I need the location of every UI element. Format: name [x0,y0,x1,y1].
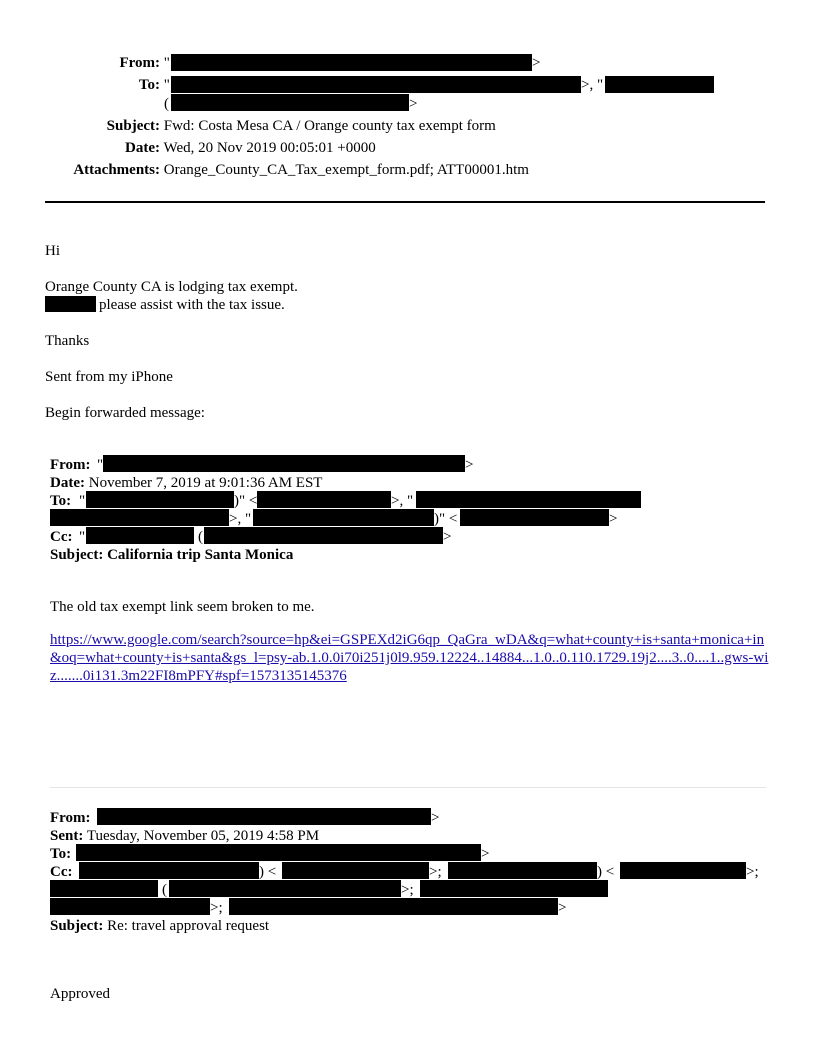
redaction-bar [253,509,434,526]
fwd1-from-gt: > [465,457,474,473]
redaction-bar [448,862,597,879]
fwd2-to-label: To: [50,846,72,862]
fwd1-subject-row [50,546,293,564]
redaction-bar [50,509,229,526]
fwd1-date-label: Date: [50,475,85,491]
header-to-row [0,76,170,94]
fwd1-cc-gt: > [443,529,452,545]
redaction-bar [45,296,96,312]
header-attachments-label: Attachments: [73,162,160,178]
redaction-bar [420,880,608,897]
body-line2: please assist with the tax issue. [99,297,285,313]
fwd2-to-gt: > [481,846,490,862]
header-from-quote: " [163,55,170,71]
header-subject-value: Fwd: Costa Mesa CA / Orange county tax exempt form [163,118,496,134]
redaction-bar [50,898,210,915]
fwd1-to-sep4: )" < [434,511,458,527]
redaction-bar [86,491,234,508]
body-begin-forwarded: Begin forwarded message: [45,405,205,421]
header-attachments-row [0,161,529,179]
redaction-bar [171,94,409,111]
header-date-value: Wed, 20 Nov 2019 00:05:01 +0000 [163,140,376,156]
fwd2-divider [50,787,766,788]
redaction-bar [76,844,481,861]
fwd1-from-label: From: [50,457,91,473]
redaction-bar [97,808,431,825]
header-to-sep: >, " [581,77,604,93]
fwd1-date-row [50,474,322,492]
fwd1-to-gt: > [609,511,618,527]
redaction-bar [282,862,429,879]
header-attachments-value: Orange_County_CA_Tax_exempt_form.pdf; ATT00001.htm [163,162,529,178]
fwd2-from-label: From: [50,810,91,826]
body-greeting: Hi [45,243,60,259]
header-to-label: To: [138,77,160,93]
header-date-label: Date: [125,140,160,156]
header-subject-label: Subject: [106,118,160,134]
fwd2-sent-row [50,827,319,845]
fwd1-message: The old tax exempt link seem broken to me. [50,599,315,615]
fwd2-cc-sep2: >; [429,864,442,880]
fwd2-cc-sep6: >; [210,900,223,916]
redaction-bar [620,862,746,879]
fwd2-cc-paren: ( [162,882,167,898]
fwd1-subject-value: California trip Santa Monica [107,547,294,563]
redaction-bar [416,491,641,508]
header-to-gt: > [409,96,418,112]
header-from-row [0,54,170,72]
fwd1-to-sep2: >, " [391,493,414,509]
fwd2-message: Approved [50,986,110,1002]
redaction-bar [204,527,443,544]
fwd1-to-sep1: )" < [234,493,258,509]
fwd1-subject-label: Subject: [50,547,104,563]
redaction-bar [86,527,194,544]
fwd2-cc-gt: > [558,900,567,916]
fwd1-cc-quote: " [79,529,86,545]
redaction-bar [257,491,391,508]
header-date-row [0,139,376,157]
body-line1: Orange County CA is lodging tax exempt. [45,279,298,295]
fwd1-search-link[interactable]: https://www.google.com/search?source=hp&ei=GSPEXd2iG6qp_QaGra_wDA&q=what+county+is+santa+monica+in&oq=what+county+is+santa&gs_l=psy-ab.1.0.0i70i251j0l9.959.12224..14884...1.0..0.110.1729.19j2....3..0....1..gws-wiz.......0i131.3m22FI8mPFY#spf=1573135145376 [50,632,769,684]
redaction-bar [171,54,532,71]
fwd2-sent-value: Tuesday, November 05, 2019 4:58 PM [86,828,320,844]
header-to-quote: " [163,77,170,93]
fwd2-cc-sep1: ) < [259,864,277,880]
fwd2-from-gt: > [431,810,440,826]
redaction-bar [605,76,714,93]
redaction-bar [79,862,259,879]
header-subject-row [0,117,496,135]
header-from-gt: > [532,55,541,71]
fwd1-date-value: November 7, 2019 at 9:01:36 AM EST [88,475,323,491]
fwd2-sent-label: Sent: [50,828,84,844]
fwd2-subject-row [50,917,269,935]
fwd1-to-quote: " [79,493,86,509]
header-divider [45,201,765,203]
fwd2-cc-label: Cc: [50,864,73,880]
fwd1-to-sep3: >, " [229,511,252,527]
redaction-bar [50,880,158,897]
header-to-paren: ( [164,96,169,112]
fwd1-cc-paren: ( [198,529,203,545]
fwd2-subject-value: Re: travel approval request [107,918,270,934]
redaction-bar [229,898,558,915]
body-thanks: Thanks [45,333,90,349]
redaction-bar [169,880,401,897]
redaction-bar [171,76,581,93]
fwd2-cc-sep5: >; [401,882,414,898]
fwd2-subject-label: Subject: [50,918,104,934]
fwd2-cc-sep4: >; [746,864,759,880]
fwd1-from-quote: " [97,457,104,473]
fwd2-cc-sep3: ) < [597,864,615,880]
fwd1-to-label: To: [50,493,72,509]
redaction-bar [103,455,465,472]
header-from-label: From: [119,55,160,71]
body-sent-from: Sent from my iPhone [45,369,173,385]
redaction-bar [460,509,609,526]
fwd1-cc-label: Cc: [50,529,73,545]
